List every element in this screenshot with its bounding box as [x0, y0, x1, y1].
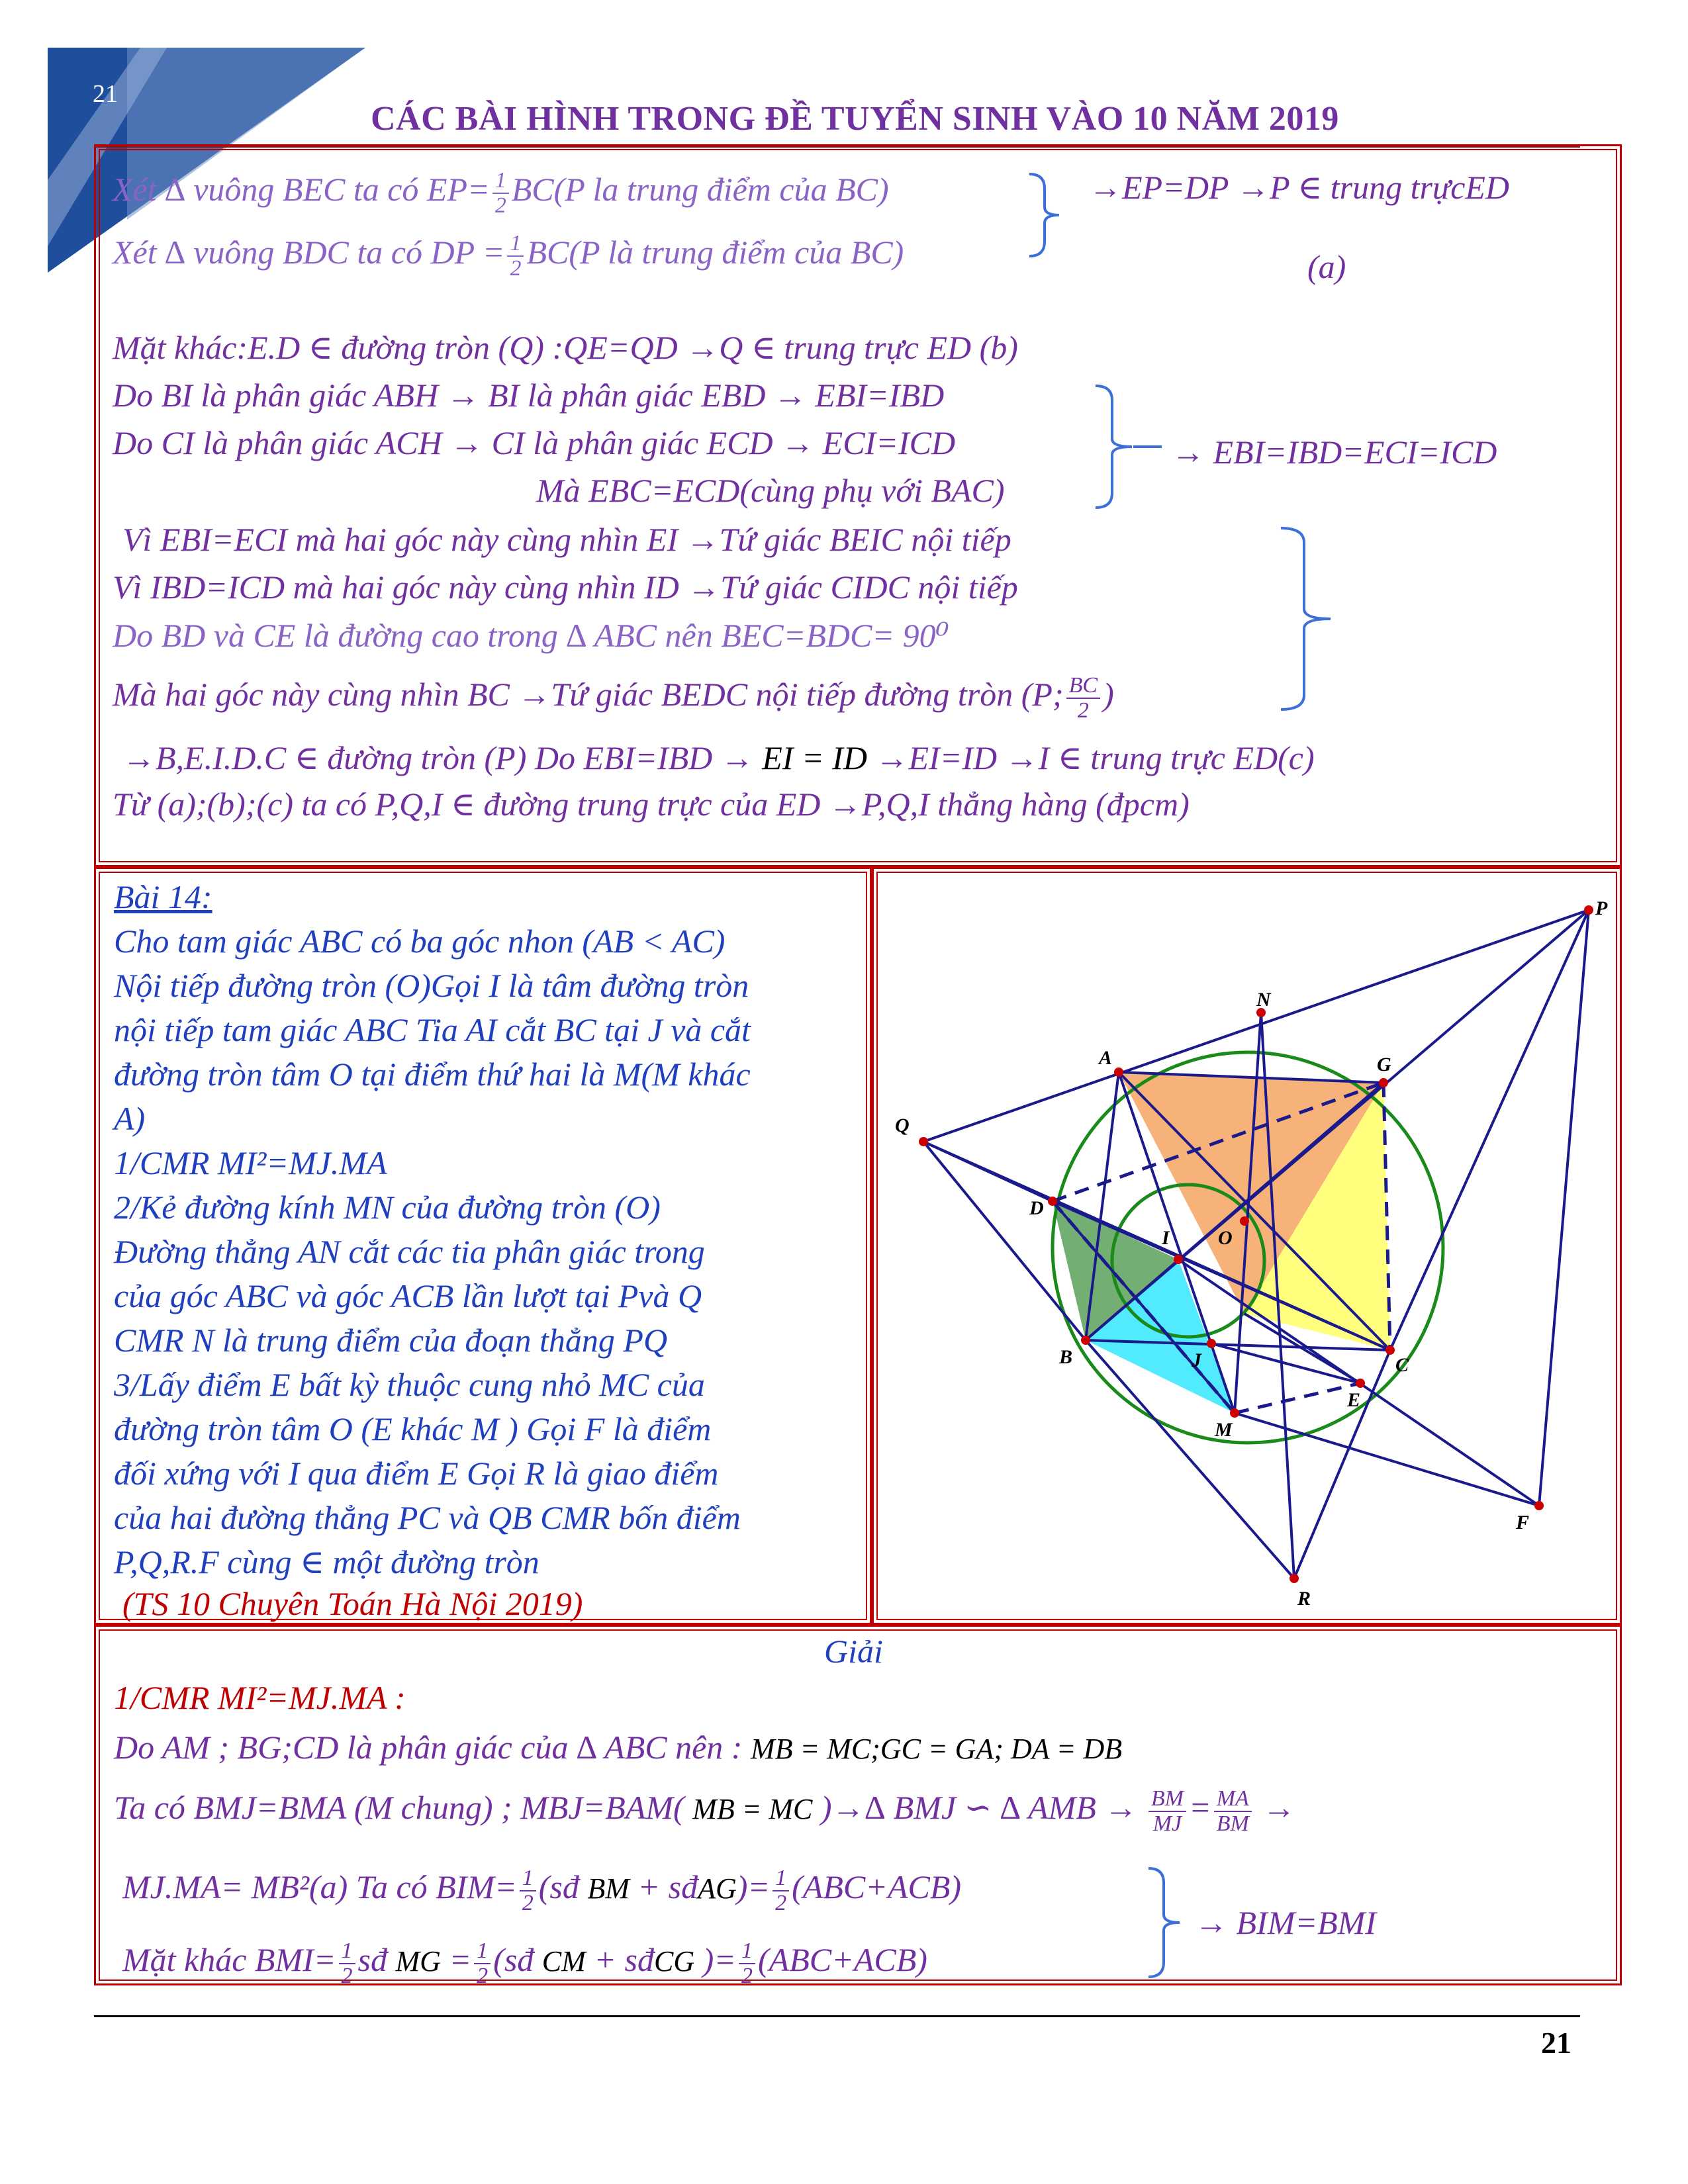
- problem-line: đường tròn tâm O (E khác M ) Gọi F là điểm: [114, 1410, 712, 1447]
- label-m: M: [1215, 1419, 1233, 1441]
- label-r: R: [1297, 1588, 1311, 1610]
- proof-line-12: Từ (a);(b);(c) ta có P,Q,I ∈ đường trung trực của ED →P,Q,I thẳng hàng (đpcm): [113, 786, 1190, 823]
- problem-line: CMR N là trung điểm của đoạn thẳng PQ: [114, 1322, 668, 1359]
- problem-line: 3/Lấy điểm E bất kỳ thuộc cung nhỏ MC của: [114, 1366, 705, 1403]
- brace-1: [1026, 169, 1066, 261]
- label-q: Q: [895, 1115, 910, 1136]
- problem-line: P,Q,R.F cùng ∈ một đường tròn: [114, 1543, 539, 1580]
- proof-line-5: Do CI là phân giác ACH → CI là phân giác ECD → ECI=ICD: [113, 424, 956, 461]
- proof-line-1-conclusion: →EP=DP →P ∈ trung trựcED: [1089, 169, 1510, 206]
- label-p: P: [1595, 897, 1608, 919]
- proof-line-11: →B,E.I.D.C ∈ đường tròn (P) Do EBI=IBD → EI = ID →EI=ID →I ∈ trung trực ED(c): [122, 739, 1315, 776]
- label-d: D: [1029, 1197, 1044, 1219]
- proof-line-6: Mà EBC=ECD(cùng phụ với BAC): [536, 472, 1005, 509]
- footer-rule: [94, 2015, 1580, 2017]
- label-j: J: [1192, 1349, 1201, 1371]
- proof-line-8: Vì IBD=ICD mà hai góc này cùng nhìn ID →Tứ giác CIDC nội tiếp: [113, 569, 1018, 606]
- page-number-top: 21: [93, 80, 118, 108]
- problem-line: Nội tiếp đường tròn (O)Gọi I là tâm đường tròn: [114, 967, 749, 1004]
- problem-line: Cho tam giác ABC có ba góc nhon (AB < AC): [114, 923, 726, 960]
- problem-line: nội tiếp tam giác ABC Tia AI cắt BC tại J và cắt: [114, 1011, 751, 1048]
- label-e: E: [1347, 1389, 1361, 1411]
- proof-line-4: Do BI là phân giác ABH → BI là phân giác EBD → EBI=IBD: [113, 377, 945, 414]
- page-number-bottom: 21: [1541, 2026, 1571, 2060]
- problem-line: đường tròn tâm O tại điểm thứ hai là M(M khác: [114, 1056, 751, 1093]
- solution-heading: Giải: [824, 1633, 883, 1670]
- label-b: B: [1059, 1346, 1073, 1368]
- proof-line-7: Vì EBI=ECI mà hai góc này cùng nhìn EI →Tứ giác BEIC nội tiếp: [122, 521, 1011, 558]
- proof-line-5-conclusion: → EBI=IBD=ECI=ICD: [1172, 433, 1497, 471]
- proof-line-1: Xét ∆ vuông BEC ta có EP= $\frac{1}{2}$ BC(P la trung điểm của BC): [113, 168, 889, 218]
- problem-source: (TS 10 Chuyên Toán Hà Nội 2019): [122, 1585, 583, 1622]
- label-o: O: [1218, 1227, 1233, 1249]
- problem-line: Đường thẳng AN cắt các tia phân giác trong: [114, 1233, 705, 1270]
- label-n: N: [1256, 989, 1271, 1011]
- brace-2: [1092, 381, 1165, 513]
- geometry-figure: [880, 874, 1615, 1618]
- label-f: F: [1516, 1512, 1530, 1533]
- label-a: A: [1099, 1047, 1113, 1069]
- solution-line-1: 1/CMR MI²=MJ.MA :: [114, 1679, 406, 1716]
- problem-line: của góc ABC và góc ACB lần lượt tại Pvà Q: [114, 1277, 702, 1314]
- solution-line-3: Ta có BMJ=BMA (M chung) ; MBJ=BAM( MB = MC )→∆ BMJ ∽ ∆ AMB → $\frac{BM}{MJ}$ = $\frac{MA}{BM}$ →: [114, 1786, 1296, 1836]
- solution-line-2: Do AM ; BG;CD là phân giác của ∆ ABC nên : MB = MC;GC = GA; DA = DB: [114, 1729, 1123, 1766]
- problem-heading: Bài 14:: [114, 878, 212, 915]
- problem-line: đối xứng với I qua điểm E Gọi R là giao điểm: [114, 1455, 719, 1492]
- label-i: I: [1162, 1227, 1170, 1249]
- proof-line-2: Xét ∆ vuông BDC ta có DP = $\frac{1}{2}$ BC(P là trung điểm của BC): [113, 231, 904, 281]
- brace-3: [1278, 523, 1344, 715]
- solution-line-4: MJ.MA= MB²(a) Ta có BIM= $\frac{1}{2}$ (sđ BM + sđAG)= $\frac{1}{2}$ (ABC+ACB): [122, 1866, 962, 1915]
- problem-line: 2/Kẻ đường kính MN của đường tròn (O): [114, 1189, 661, 1226]
- proof-line-9: Do BD và CE là đường cao trong ∆ ABC nên BEC=BDC= 90⁰: [113, 617, 949, 654]
- label-c: C: [1395, 1354, 1409, 1376]
- solution-line-4-conclusion: → BIM=BMI: [1195, 1904, 1376, 1941]
- proof-line-10: Mà hai góc này cùng nhìn BC →Tứ giác BEDC nội tiếp đường tròn (P; $\frac{BC}{2}$ ): [113, 673, 1114, 723]
- problem-line: của hai đường thẳng PC và QB CMR bốn điểm: [114, 1499, 741, 1536]
- label-g: G: [1377, 1054, 1391, 1075]
- problem-line: 1/CMR MI²=MJ.MA: [114, 1144, 387, 1181]
- proof-line-3: Mặt khác:E.D ∈ đường tròn (Q) :QE=QD →Q ∈ trung trực ED (b): [113, 329, 1018, 366]
- page-title: CÁC BÀI HÌNH TRONG ĐỀ TUYỂN SINH VÀO 10 NĂM 2019: [371, 100, 1339, 138]
- solution-line-5: Mặt khác BMI= $\frac{1}{2}$ sđ MG = $\frac{1}{2}$ (sđ CM + sđCG )= $\frac{1}{2}$ (ABC+ACB): [122, 1938, 927, 1988]
- proof-label-a: (a): [1307, 248, 1346, 285]
- problem-line: A): [114, 1100, 146, 1137]
- brace-4: [1145, 1863, 1192, 1982]
